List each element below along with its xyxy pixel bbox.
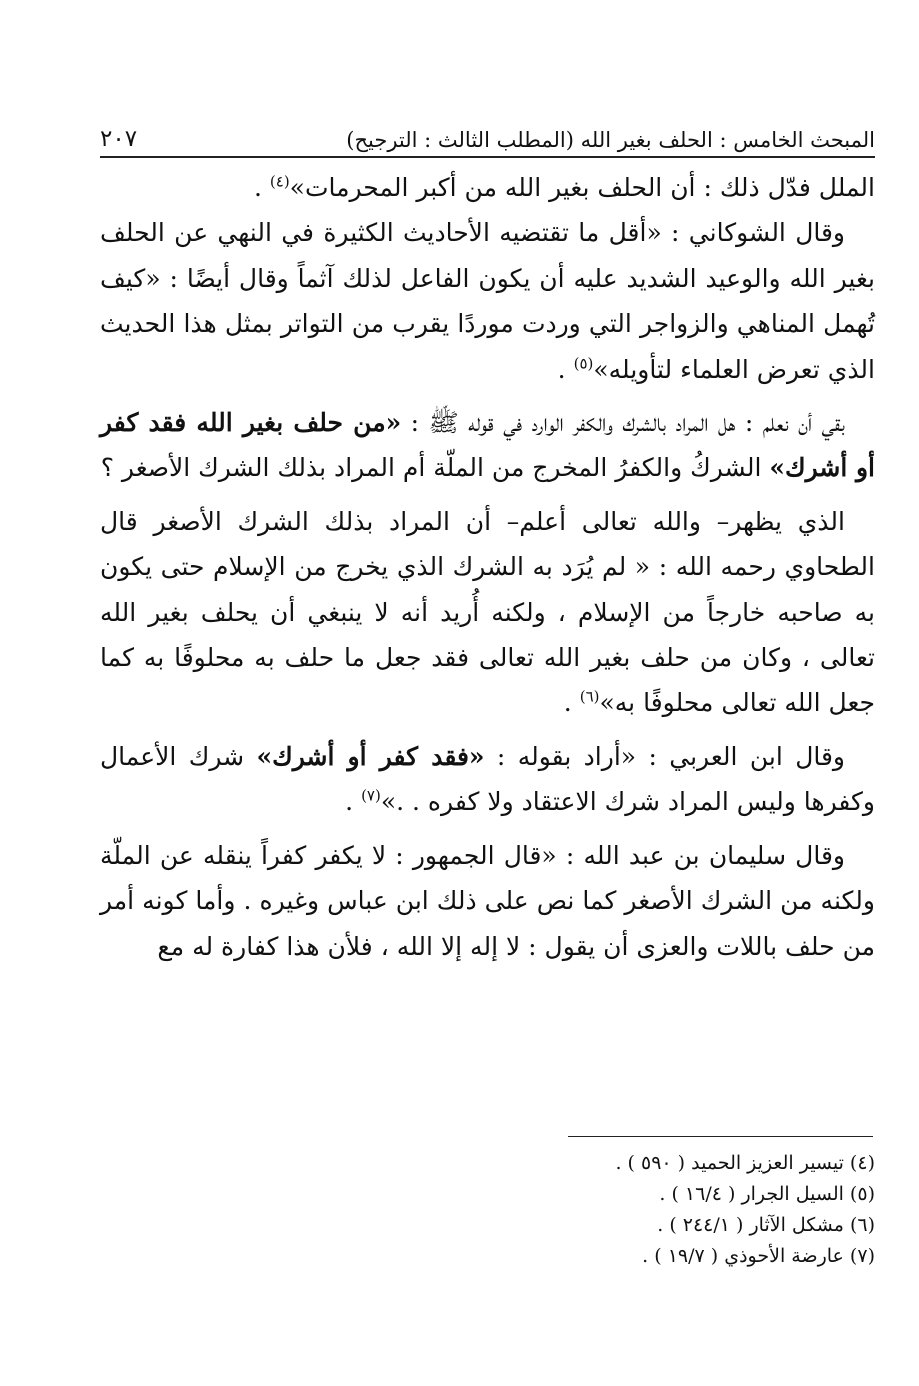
body-text — [100, 165, 875, 969]
footnote: (٤) تيسير العزيز الحميد ( ٥٩٠ ) . — [615, 1152, 875, 1174]
footnote-ref: (٦) — [579, 688, 600, 707]
paragraph: وقال الشوكاني : «أقل ما تقتضيه الأحاديث الكثيرة في النهي عن الحلف بغير الله والوعيد الشديد عليه أن يكون الفاعل لذلك آثماً وقال أيضًا : «كيف تُهمل المناهي والزواجر التي وردت موردًا يقرب من التواتر بمثل هذا الحديث الذي تعرض العلماء لتأويله»$^{(٥)}$ . — [100, 218, 875, 384]
footnote: (٦) مشكل الآثار ( ٢٤٤/١ ) . — [657, 1214, 875, 1236]
hadith-quote: «من حلف بغير الله فقد كفر أو أشرك» — [100, 408, 875, 483]
page-header — [100, 110, 875, 158]
paragraph: وقال سليمان بن عبد الله : «قال الجمهور : لا يكفر كفراً ينقله عن الملّة ولكنه من الشرك الأصغر كما نص على ذلك ابن عباس وغيره . وأما كونه أمر من حلف باللات والعزى أن يقول : لا إله إلا الله ، فلأن هذا كفارة له مع — [100, 840, 875, 961]
footnote-ref: (٤) — [269, 172, 290, 191]
hadith-quote: «فقد كفر أو أشرك» — [256, 741, 485, 771]
footnote-separator — [568, 1136, 873, 1137]
paragraph: الذي يظهر– والله تعالى أعلم– أن المراد بذلك الشرك الأصغر قال الطحاوي رحمه الله : « لم يُرَد به الشرك الذي يخرج من الإسلام حتى يكون به صاحبه خارجاً من الإسلام ، ولكنه أُريد أنه لا ينبغي أن يحلف بغير الله تعالى ، وكان من حلف بغير الله تعالى فقد جعل ما حلف به محلوفًا به كما جعل الله تعالى محلوفًا به»$^{(٦)}$ . — [100, 506, 875, 718]
running-title: المبحث الخامس : الحلف بغير الله (المطلب الثالث : الترجيح) — [346, 128, 875, 152]
footnote-ref: (٧) — [361, 786, 381, 805]
paragraph: وقال ابن العربي : «أراد بقوله : «فقد كفر أو أشرك» شرك الأعمال وكفرها وليس المراد شرك الاعتقاد ولا كفره . .»$^{(٧)}$ . — [100, 741, 875, 817]
footnote: (٥) السيل الجرار ( ١٦/٤ ) . — [659, 1183, 875, 1205]
paragraph: بقي أن نعلم : هل المراد بالشرك والكفر الوارد في قوله ﷺ : «من حلف بغير الله فقد كفر أو أشرك» الشركُ والكفرُ المخرج من الملّة أم المراد بذلك الشرك الأصغر ؟ — [100, 408, 875, 483]
footnotes — [100, 1148, 875, 1272]
footnote-ref: (٥) — [573, 354, 594, 373]
footnote: (٧) عارضة الأحوذي ( ١٩/٧ ) . — [642, 1245, 875, 1267]
page-number: ٢٠٧ — [100, 126, 138, 152]
paragraph: الملل فدّل ذلك : أن الحلف بغير الله من أكبر المحرمات»$^{(٤)}$ . — [253, 172, 875, 202]
